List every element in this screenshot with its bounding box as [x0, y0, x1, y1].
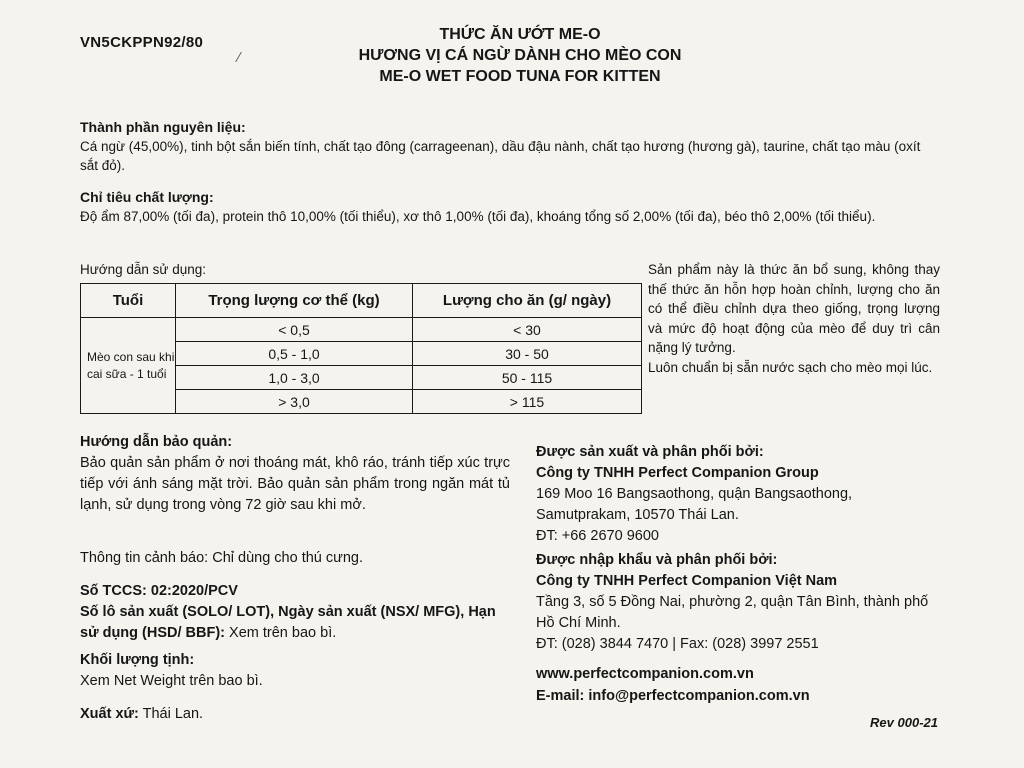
usage-heading: Hướng dẫn sử dụng: [80, 262, 207, 277]
storage-section [80, 432, 510, 516]
usage-note-water: Luôn chuẩn bị sẵn nước sạch cho mèo mọi lúc. [648, 359, 933, 375]
manufacturer-phone: ĐT: +66 2670 9600 [536, 528, 659, 544]
amount-cell: 50 - 115 [413, 366, 642, 390]
ingredients-text: Cá ngừ (45,00%), tinh bột sắn biến tính, chất tạo đông (carrageenan), dầu đậu nành, chất tạo hương (hương gà), taurine, chất tạo màu (oxít sắt đỏ). [80, 139, 921, 173]
email-address: E-mail: info@perfectcompanion.com.vn [536, 688, 810, 704]
amount-cell: > 115 [413, 390, 642, 414]
weight-cell: < 0,5 [176, 318, 413, 342]
tccs-number: Số TCCS: 02:2020/PCV [80, 583, 238, 599]
warning-line [80, 548, 510, 569]
quality-section [80, 188, 940, 226]
net-weight-section [80, 650, 510, 692]
net-weight-text: Xem Net Weight trên bao bì. [80, 673, 263, 689]
title-line-1: THỨC ĂN ƯỚT ME-O [439, 26, 601, 43]
product-code: VN5CKPPN92/80 [80, 34, 204, 51]
storage-heading: Hướng dẫn bảo quản: [80, 434, 233, 450]
origin-text: Thái Lan. [142, 706, 204, 722]
weight-cell: > 3,0 [176, 390, 413, 414]
lot-text: Xem trên bao bì. [229, 625, 337, 641]
importer-phone: ĐT: (028) 3844 7470 | Fax: (028) 3997 2551 [536, 636, 819, 652]
importer-company: Công ty TNHH Perfect Companion Việt Nam [536, 573, 838, 589]
lot-label: Số lô sản xuất (SOLO/ LOT), Ngày sản xuất (NSX/ MFG), Hạn sử dụng (HSD/ BBF): [80, 604, 496, 641]
manufacturer-section [536, 442, 946, 547]
header-age: Tuổi [81, 284, 176, 318]
lot-info [80, 602, 510, 644]
usage-notes [648, 260, 940, 377]
quality-heading: Chỉ tiêu chất lượng: [80, 189, 214, 205]
amount-cell: 30 - 50 [413, 342, 642, 366]
ingredients-section [80, 118, 940, 175]
weight-cell: 0,5 - 1,0 [176, 342, 413, 366]
origin-label: Xuất xứ: [80, 706, 139, 722]
revision-code: Rev 000-21 [870, 715, 938, 730]
title-line-2: HƯƠNG VỊ CÁ NGỪ DÀNH CHO MÈO CON [358, 47, 682, 64]
header-weight: Trọng lượng cơ thể (kg) [176, 284, 413, 318]
manufacturer-heading: Được sản xuất và phân phối bởi: [536, 444, 764, 460]
product-title [290, 24, 750, 87]
amount-cell: < 30 [413, 318, 642, 342]
title-line-3: ME-O WET FOOD TUNA FOR KITTEN [379, 68, 661, 85]
weight-cell: 1,0 - 3,0 [176, 366, 413, 390]
manufacturer-company: Công ty TNHH Perfect Companion Group [536, 465, 819, 481]
importer-section [536, 550, 946, 655]
warning-label: Thông tin cảnh báo: [80, 550, 209, 566]
feeding-table [80, 283, 642, 414]
age-group-cell: Mèo con sau khi cai sữa - 1 tuổi [81, 318, 176, 414]
origin-line [80, 704, 510, 725]
usage-note-supplement: Sản phẩm này là thức ăn bổ sung, không thay thế thức ăn hỗn hợp hoàn chỉnh, lượng cho ăn có thể điều chỉnh dựa theo giống, trọng lượng và mức độ hoạt động của mèo để duy trì cân nặng lý tưởng. [648, 262, 940, 355]
ingredients-heading: Thành phần nguyên liệu: [80, 119, 246, 135]
net-weight-heading: Khối lượng tịnh: [80, 652, 195, 668]
storage-text: Bảo quản sản phẩm ở nơi thoáng mát, khô ráo, tránh tiếp xúc trực tiếp với ánh sáng mặt trời. Bảo quản sản phẩm trong ngăn mát tủ lạnh, sử dụng trong vòng 72 giờ sau khi mở. [80, 455, 510, 513]
table-header-row [81, 284, 642, 318]
table-row [81, 318, 642, 342]
importer-heading: Được nhập khẩu và phân phối bởi: [536, 552, 778, 568]
warning-text: Chỉ dùng cho thú cưng. [212, 550, 363, 566]
pen-mark [235, 52, 250, 62]
header-amount: Lượng cho ăn (g/ ngày) [413, 284, 642, 318]
manufacturer-address: 169 Moo 16 Bangsaothong, quận Bangsaothong, Samutprakam, 10570 Thái Lan. [536, 486, 853, 523]
quality-text: Độ ẩm 87,00% (tối đa), protein thô 10,00% (tối thiểu), xơ thô 1,00% (tối đa), khoáng tổng số 2,00% (tối đa), béo thô 2,00% (tối thiểu). [80, 209, 876, 224]
website-link: www.perfectcompanion.com.vn [536, 666, 754, 682]
importer-address: Tầng 3, số 5 Đồng Nai, phường 2, quận Tân Bình, thành phố Hồ Chí Minh. [536, 594, 929, 631]
